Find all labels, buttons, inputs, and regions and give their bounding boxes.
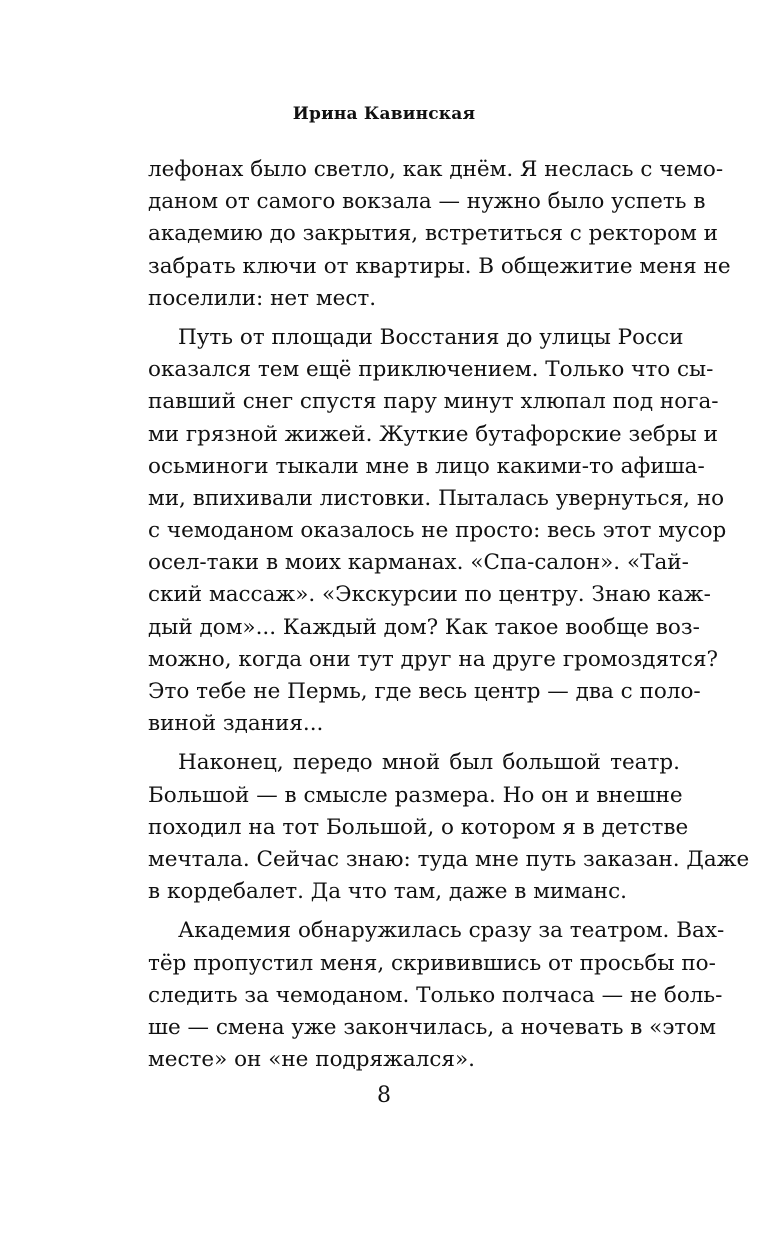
paragraph-gap: [148, 315, 680, 322]
text-line: лефонах было светло, как днём. Я неслась с чемо-: [148, 157, 724, 182]
paragraph-gap: [148, 740, 680, 747]
text-line: ский массаж». «Экскурсии по центру. Знаю каж-: [148, 582, 711, 608]
paragraph: [148, 322, 727, 740]
text-line: осьминоги тыкали мне в лицо какими-то афиша-: [148, 453, 705, 479]
text-line: дый дом»... Каждый дом? Как такое вообще воз-: [148, 614, 700, 640]
text-line: в кордебалет. Да что там, даже в миманс.: [148, 879, 628, 905]
text-line: оказался тем ещё приключением. Только что сы-: [148, 357, 714, 383]
text-line: месте» он «не подряжался».: [148, 1047, 475, 1073]
text-line: следить за чемоданом. Только полчаса — не боль-: [148, 982, 723, 1008]
paragraph: [148, 154, 731, 315]
text-line: с чемоданом оказалось не просто: весь этот мусор: [148, 518, 727, 544]
text-line: даном от самого вокзала — нужно было успеть в: [148, 189, 706, 215]
text-line: академию до закрытия, встретиться с ректором и: [148, 221, 718, 247]
text-line: Путь от площади Восстания до улицы Росси: [178, 324, 684, 350]
text-line: мечтала. Сейчас знаю: туда мне путь заказан. Даже: [148, 846, 750, 872]
text-line: осел-таки в моих карманах. «Спа-салон». «Тай-: [148, 550, 689, 576]
text-line: поселили: нет мест.: [148, 285, 377, 311]
paragraph-gap: [148, 908, 680, 915]
page-number: 8: [377, 1083, 391, 1108]
text-line: можно, когда они тут друг на друге громоздятся?: [148, 646, 719, 672]
text-line: ми грязной жижей. Жуткие бутафорские зебры и: [148, 421, 718, 447]
text-line: Академия обнаружилась сразу за театром. Вах-: [178, 918, 725, 944]
text-line: Наконец, передо мной был большой театр.: [178, 750, 680, 776]
body-text: [148, 154, 750, 1076]
text-line: виной здания...: [148, 711, 324, 737]
paragraph: [148, 747, 750, 908]
text-line: ше — смена уже закончилась, а ночевать в «этом: [148, 1014, 716, 1040]
text-line: ми, впихивали листовки. Пыталась увернуться, но: [148, 485, 725, 511]
text-line: Большой — в смысле размера. Но он и внешне: [148, 782, 683, 808]
text-line: тёр пропустил меня, скривившись от просьбы по-: [148, 950, 716, 976]
paragraph: [148, 915, 725, 1076]
text-line: походил на тот Большой, о котором я в детстве: [148, 814, 689, 840]
text-line: забрать ключи от квартиры. В общежитие меня не: [148, 253, 731, 279]
running-header-author: Ирина Кавинская: [292, 104, 476, 124]
text-line: Это тебе не Пермь, где весь центр — два с поло-: [148, 679, 701, 704]
text-line: павший снег спустя пару минут хлюпал под нога-: [148, 389, 719, 415]
